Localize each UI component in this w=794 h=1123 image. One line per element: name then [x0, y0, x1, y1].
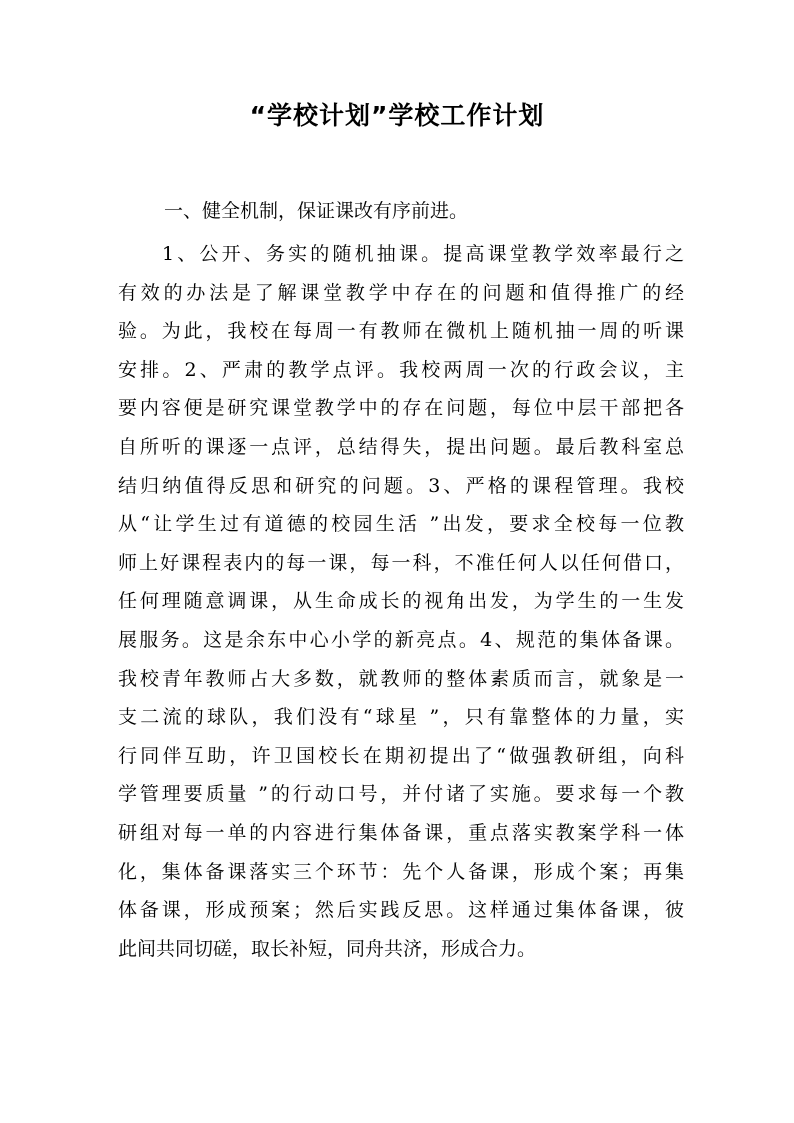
paragraph-line: 从“让学生过有道德的校园生活 ”出发，要求全校每一位教	[118, 513, 684, 536]
paragraph-line: 结归纳值得反思和研究的问题。3、严格的课程管理。我校	[118, 474, 684, 497]
paragraph-line: 自所听的课逐一点评，总结得失，提出问题。最后教科室总	[118, 435, 684, 458]
paragraph-line: 研组对每一单的内容进行集体备课，重点落实教案学科一体	[118, 821, 684, 844]
paragraph-line: 师上好课程表内的每一课，每一科，不准任何人以任何借口，	[118, 551, 684, 574]
paragraph-line: 我校青年教师占大多数，就教师的整体素质而言，就象是一	[118, 667, 684, 690]
paragraph-line: 验。为此，我校在每周一有教师在微机上随机抽一周的听课	[118, 320, 684, 343]
paragraph-line: 要内容便是研究课堂教学中的存在问题，每位中层干部把各	[118, 397, 684, 420]
paragraph-line: 学管理要质量 ”的行动口号，并付诸了实施。要求每一个教	[118, 783, 684, 806]
section-heading: 一、健全机制，保证课改有序前进。	[164, 200, 469, 222]
paragraph-line: 体备课，形成预案；然后实践反思。这样通过集体备课，彼	[118, 899, 684, 922]
paragraph-line: 有效的办法是了解课堂教学中存在的问题和值得推广的经	[118, 281, 684, 304]
paragraph-line: 展服务。这是余东中心小学的新亮点。4、规范的集体备课。	[118, 628, 684, 651]
paragraph-line: 安排。2、严肃的教学点评。我校两周一次的行政会议，主	[118, 358, 684, 381]
paragraph-line: 化，集体备课落实三个环节：先个人备课，形成个案；再集	[118, 860, 684, 883]
paragraph-line: 1、公开、务实的随机抽课。提高课堂教学效率最行之	[162, 243, 684, 265]
paragraph-line: 行同伴互助，许卫国校长在期初提出了“做强教研组，向科	[118, 744, 684, 767]
body-paragraph	[118, 235, 684, 968]
paragraph-line: 此间共同切磋，取长补短，同舟共济，形成合力。	[118, 937, 537, 960]
paragraph-line: 任何理随意调课，从生命成长的视角出发，为学生的一生发	[118, 590, 684, 613]
document-title: “学校计划”学校工作计划	[249, 101, 545, 130]
paragraph-line: 支二流的球队，我们没有“球星 ”，只有靠整体的力量，实	[118, 706, 684, 729]
